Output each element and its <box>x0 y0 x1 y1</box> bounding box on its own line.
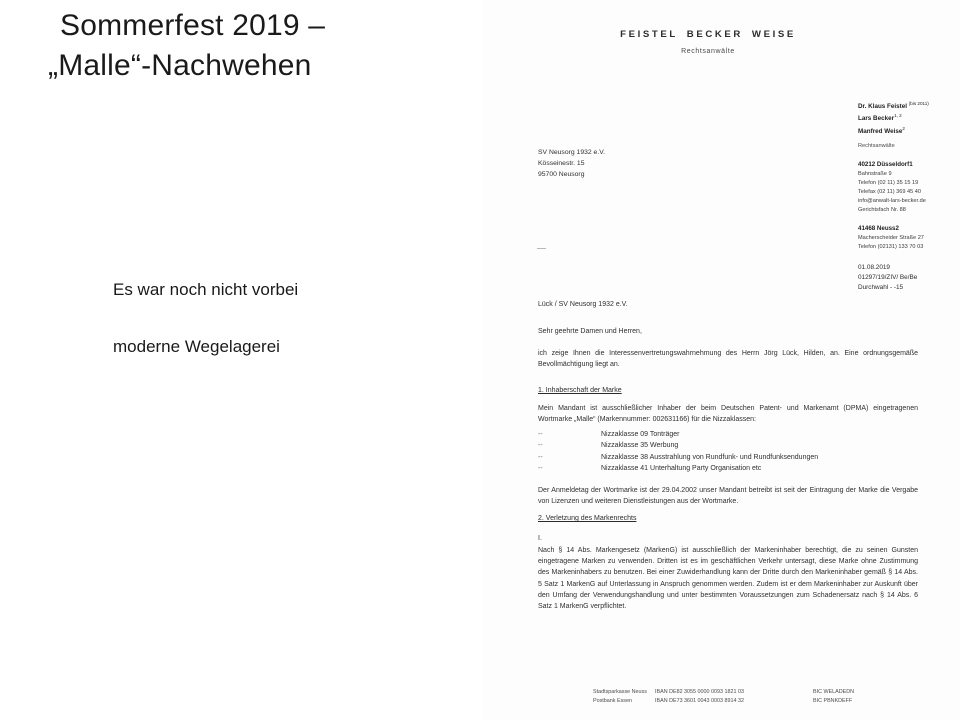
lawyer-name-3: Manfred Weise$^2$ <box>858 125 905 135</box>
office-2-phone: Telefon (02131) 133 70 03 <box>858 244 924 251</box>
list-item: -- Nizzaklasse 38 Ausstrahlung von Rundfunk- und Rundfunksendungen <box>538 452 918 463</box>
bullet-item-1: Es war noch nicht vorbei <box>113 280 299 299</box>
letterhead-contact-block <box>858 100 960 292</box>
letter-subject: Lück / SV Neusorg 1932 e.V. <box>538 301 628 308</box>
office-address-duesseldorf <box>858 160 960 215</box>
letter-paragraph-infringement: Nach § 14 Abs. Markengesetz (MarkenG) ist ausschließlich der Markeninhaber berechtigt, die zu seinen Gunsten eingetragene Marken zu verwenden. Dritten ist es im geschäftlichen Verkehr untersagt, diese Marke ohne Zustimmung des Markeninhabers zu benutzen. Bei einer Zuwiderhandlung kann der Dritte durch den Markeninhaber gemäß § 14 Abs. 5 Satz 1 MarkenG auf Unterlassung in Anspruch genommen werden. Zudem ist er dem Markeninhaber zur Auskunft über den Umfang der Verwendungshandlung und unter bestimmten Voraussetzungen zum Schadenersatz nach § 14 Abs. 6 Satz 1 MarkenG verpflichtet. <box>538 547 918 610</box>
page-title <box>48 6 468 85</box>
bank-bic: BIC PBNKDEFF <box>813 698 853 705</box>
letter-paragraph-ownership: Mein Mandant ist ausschließlicher Inhaber der beim Deutschen Patent- und Markenamt (DPMA) eingetragenen Wortmarke „Malle“ (Markennummer: 002631166) für die Nizzaklassen: <box>538 405 918 424</box>
firm-name-1: FEISTEL <box>620 29 678 40</box>
list-item: -- Nizzaklasse 41 Unterhaltung Party Organisation etc <box>538 463 918 474</box>
bank-details-footer <box>593 688 854 706</box>
office-1-email: info@anwalt-lars-becker.de <box>858 198 926 205</box>
recipient-line-2: Kösseinestr. 15 <box>538 159 585 167</box>
firm-name-2: BECKER <box>686 29 743 40</box>
office-1-street: Bahnstraße 9 <box>858 170 892 177</box>
letter-salutation: Sehr geehrte Damen und Herren, <box>538 328 642 335</box>
dash-icon: -- <box>538 453 543 461</box>
dash-icon: -- <box>538 464 543 472</box>
dash-icon: -- <box>538 442 543 450</box>
letter-heading-2: 2. Verletzung des Markenrechts <box>538 515 637 522</box>
bank-iban: IBAN DE73 3601 0043 0003 8914 32 <box>655 698 745 705</box>
law-firm-subtitle: Rechtsanwälte <box>681 47 735 55</box>
nizza-class-list <box>538 429 918 474</box>
law-firm-names <box>613 28 803 43</box>
letter-heading-1: 1. Inhaberschaft der Marke <box>538 387 622 394</box>
letter-paragraph-intro: ich zeige Ihnen die Interessenvertretungswahrnehmung des Herrn Jörg Lück, Hilden, an. Eine ordnungsgemäße Bevollmächtigung liegt an. <box>538 350 918 369</box>
bullet-item-2: moderne Wegelagerei <box>113 337 280 356</box>
bank-row <box>593 688 854 697</box>
bank-row <box>593 697 854 706</box>
lawyer-role: Rechtsanwälte <box>858 142 895 149</box>
letter-date: 01.08.2019 <box>858 264 890 272</box>
letter-paragraph-registration: Der Anmeldetag der Wortmarke ist der 29.04.2002 unser Mandant betreibt ist seit der Eintragung der Marke die Vergabe von Lizenzen und weiteren Dienstleistungen aus der Wortmarke. <box>538 487 918 506</box>
office-1-court-box: Gerichtsfach Nr. 88 <box>858 207 906 214</box>
page-title-line-2: „Malle“-Nachwehen <box>48 48 312 82</box>
recipient-line-1: SV Neusorg 1932 e.V. <box>538 149 606 156</box>
recipient-address <box>538 148 605 181</box>
list-item: -- Nizzaklasse 35 Werbung <box>538 440 918 451</box>
list-item: -- Nizzaklasse 09 Tonträger <box>538 429 918 440</box>
lawyer-name-1: Dr. Klaus Feistel $^{(bis 2011)}$ <box>858 101 929 111</box>
office-2-street: Macherscheider Straße 27 <box>858 235 924 242</box>
office-address-neuss <box>858 224 960 252</box>
dash-icon: -- <box>538 431 543 438</box>
page-title-line-1: Sommerfest 2019 – <box>60 9 326 42</box>
office-1-fax: Telefax (02 11) 369 45 40 <box>858 189 922 196</box>
letter-direct-dial: Durchwahl - -15 <box>858 283 904 291</box>
bank-bic: BIC WELADEDN <box>813 689 855 695</box>
lawyer-name-2: Lars Becker$^{1, 2}$ <box>858 113 902 123</box>
office-1-city: 40212 Düsseldorf1 <box>858 160 913 168</box>
office-2-city: 41468 Neuss2 <box>858 225 899 233</box>
bank-iban: IBAN DE82 3055 0000 0093 1821 03 <box>655 689 745 695</box>
law-firm-letterhead <box>613 28 803 58</box>
letter-file-number: 01297/19/ZIV/ Be/Be <box>858 273 918 281</box>
scanned-letter-image <box>483 0 960 720</box>
bank-name: Postbank Essen <box>593 698 632 705</box>
letter-subsection-label: I. <box>538 535 542 542</box>
recipient-line-3: 95700 Neusorg <box>538 170 585 178</box>
fold-mark <box>537 248 546 249</box>
bank-name: Stadtsparkasse Neuss <box>593 689 647 695</box>
firm-name-3: WEISE <box>751 29 796 40</box>
letter-reference-block <box>858 263 960 292</box>
office-1-phone: Telefon (02 11) 35 15 19 <box>858 179 919 186</box>
